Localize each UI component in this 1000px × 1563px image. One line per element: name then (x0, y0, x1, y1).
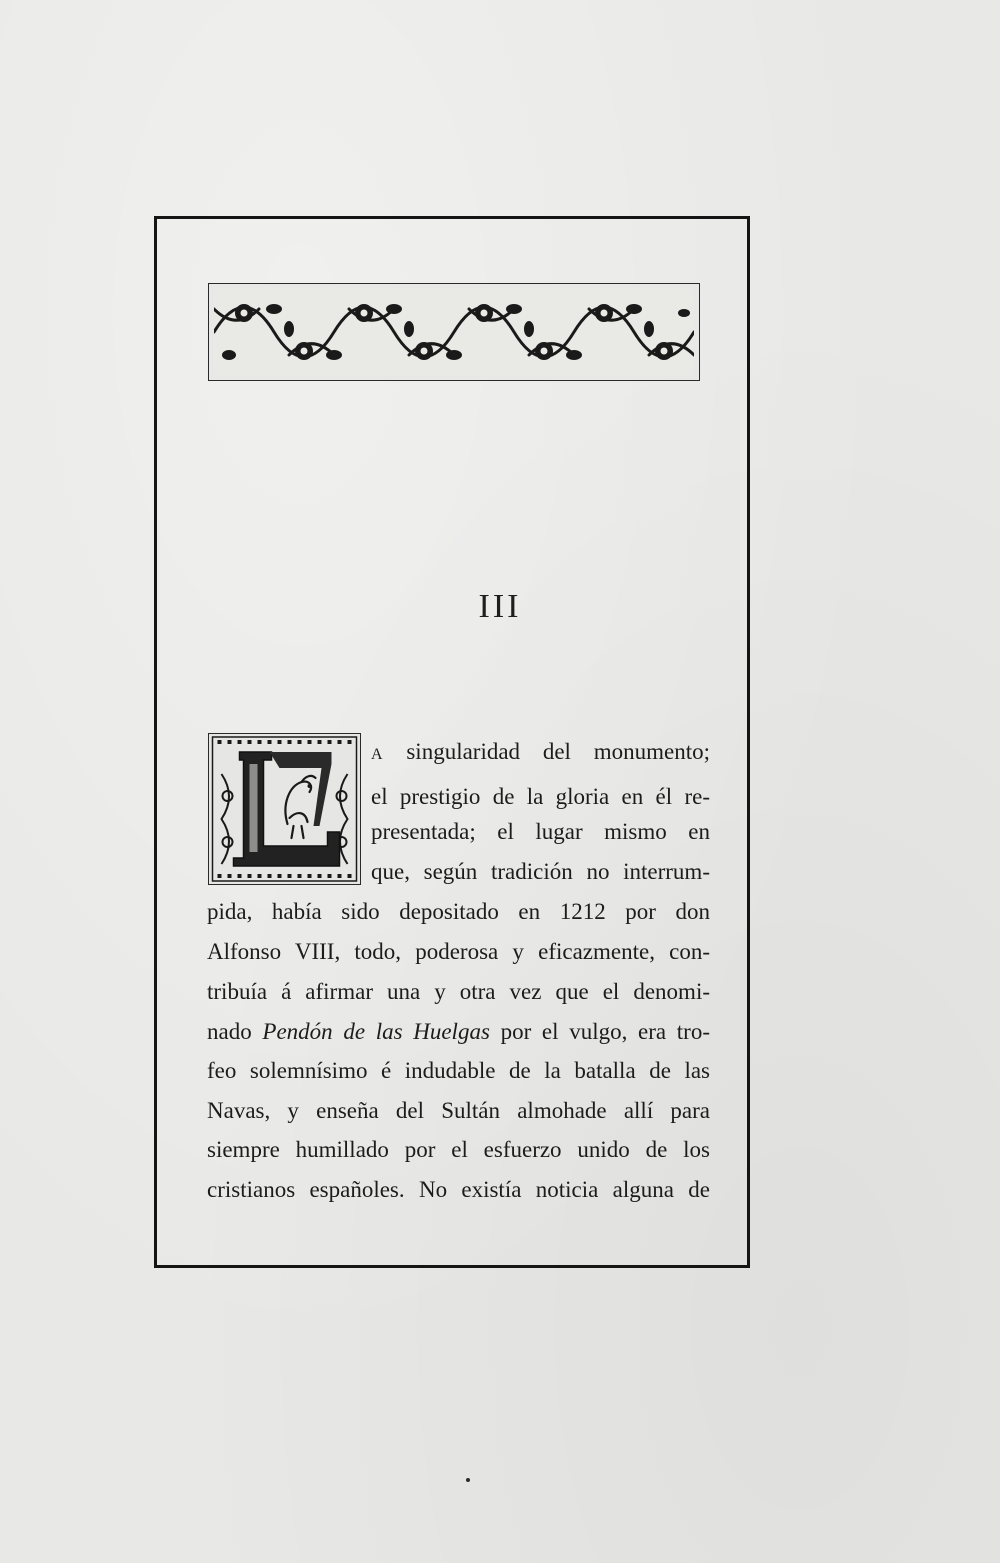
line-8-before: nado (207, 1019, 263, 1044)
paragraph-line-9: feo solemnísimo é indudable de la batalla de las (207, 1058, 710, 1083)
chapter-number: III (478, 588, 522, 625)
ink-speck (466, 1478, 470, 1482)
paragraph-line-12: cristianos españoles. No existía noticia alguna de (207, 1177, 710, 1202)
paragraph-line-3: presentada; el lugar mismo en (371, 819, 710, 844)
paragraph-line-5: pida, había sido depositado en 1212 por don (207, 899, 710, 924)
paragraph-line-11: siempre humillado por el esfuerzo unido de los (207, 1137, 710, 1162)
paragraph-line-2: el prestigio de la gloria en él re- (371, 784, 710, 809)
floral-scroll-ornament-icon (208, 283, 700, 381)
paragraph-line-10: Navas, y enseña del Sultán almohade allí para (207, 1098, 710, 1123)
paragraph-line-7: tribuía á afirmar una y otra vez que el denomi- (207, 979, 710, 1004)
paragraph-line-6: Alfonso VIII, todo, poderosa y eficazmente, con- (207, 939, 710, 964)
line-1-text: singularidad del monumento; (383, 739, 710, 764)
paragraph-line-8 (207, 1017, 710, 1047)
italic-title: Pendón de las Huelgas (262, 1019, 490, 1044)
smallcaps-initial: A (371, 746, 384, 763)
illuminated-initial-bird-icon (208, 733, 361, 885)
line-8-after: por el vulgo, era tro- (489, 1019, 710, 1044)
paragraph-line-1 (371, 737, 710, 770)
paragraph-line-4: que, según tradición no interrum- (371, 859, 710, 884)
